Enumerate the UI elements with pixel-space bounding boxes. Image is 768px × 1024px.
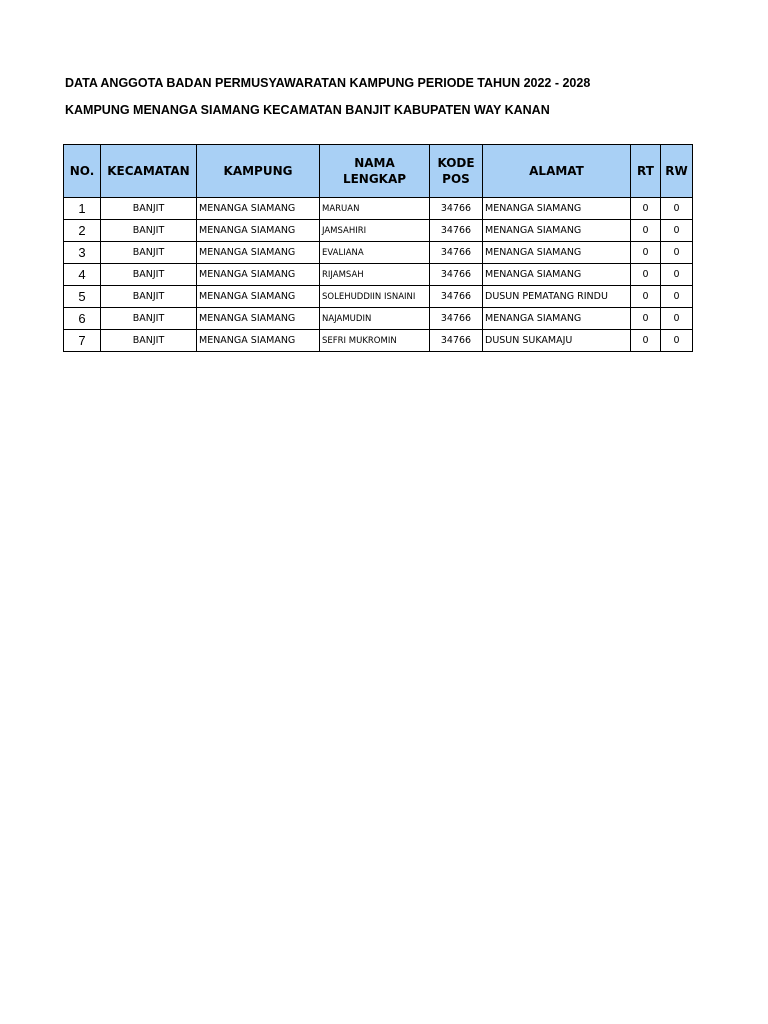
cell-alamat: MENANGA SIAMANG	[483, 198, 631, 220]
cell-kampung: MENANGA SIAMANG	[197, 198, 320, 220]
cell-alamat: MENANGA SIAMANG	[483, 264, 631, 286]
document-subtitle: KAMPUNG MENANGA SIAMANG KECAMATAN BANJIT KABUPATEN WAY KANAN	[65, 103, 550, 117]
table-row	[64, 242, 693, 264]
cell-nama-lengkap: NAJAMUDIN	[320, 308, 430, 330]
table-header-row	[64, 145, 693, 198]
header-nama-line-2: LENGKAP	[342, 172, 407, 186]
cell-kecamatan: BANJIT	[101, 264, 197, 286]
cell-kampung: MENANGA SIAMANG	[197, 220, 320, 242]
cell-rw: 0	[661, 330, 693, 352]
table-row	[64, 330, 693, 352]
cell-kode-pos: 34766	[430, 198, 483, 220]
cell-rt: 0	[631, 242, 661, 264]
cell-no: 2	[64, 220, 101, 242]
cell-alamat: DUSUN SUKAMAJU	[483, 330, 631, 352]
cell-kecamatan: BANJIT	[101, 330, 197, 352]
cell-alamat: DUSUN PEMATANG RINDU	[483, 286, 631, 308]
header-kecamatan: KECAMATAN	[101, 145, 197, 198]
cell-no: 3	[64, 242, 101, 264]
header-kampung: KAMPUNG	[197, 145, 320, 198]
cell-no: 4	[64, 264, 101, 286]
cell-alamat: MENANGA SIAMANG	[483, 220, 631, 242]
cell-kecamatan: BANJIT	[101, 220, 197, 242]
header-kode-pos	[430, 145, 483, 198]
header-no: NO.	[64, 145, 101, 198]
cell-kampung: MENANGA SIAMANG	[197, 264, 320, 286]
cell-rw: 0	[661, 220, 693, 242]
header-rw: RW	[661, 145, 693, 198]
cell-rw: 0	[661, 198, 693, 220]
cell-rw: 0	[661, 242, 693, 264]
table-row	[64, 264, 693, 286]
cell-rw: 0	[661, 308, 693, 330]
header-rt: RT	[631, 145, 661, 198]
cell-no: 6	[64, 308, 101, 330]
cell-kode-pos: 34766	[430, 330, 483, 352]
cell-kode-pos: 34766	[430, 220, 483, 242]
cell-rt: 0	[631, 198, 661, 220]
cell-nama-lengkap: JAMSAHIRI	[320, 220, 430, 242]
cell-nama-lengkap: SOLEHUDDIIN ISNAINI	[320, 286, 430, 308]
cell-nama-lengkap: SEFRI MUKROMIN	[320, 330, 430, 352]
cell-kampung: MENANGA SIAMANG	[197, 330, 320, 352]
cell-kode-pos: 34766	[430, 242, 483, 264]
header-kode-line-1: KODE	[437, 156, 475, 170]
table-row	[64, 220, 693, 242]
cell-nama-lengkap: MARUAN	[320, 198, 430, 220]
cell-kecamatan: BANJIT	[101, 286, 197, 308]
cell-kampung: MENANGA SIAMANG	[197, 308, 320, 330]
cell-kode-pos: 34766	[430, 264, 483, 286]
cell-kode-pos: 34766	[430, 308, 483, 330]
cell-rw: 0	[661, 286, 693, 308]
header-nama-lengkap	[320, 145, 430, 198]
cell-no: 5	[64, 286, 101, 308]
cell-kampung: MENANGA SIAMANG	[197, 242, 320, 264]
cell-rt: 0	[631, 330, 661, 352]
cell-rt: 0	[631, 308, 661, 330]
header-kode-line-2: POS	[442, 172, 470, 186]
cell-nama-lengkap: RIJAMSAH	[320, 264, 430, 286]
cell-kode-pos: 34766	[430, 286, 483, 308]
cell-kecamatan: BANJIT	[101, 308, 197, 330]
cell-kecamatan: BANJIT	[101, 198, 197, 220]
table-row	[64, 308, 693, 330]
member-table	[63, 144, 693, 352]
table-row	[64, 198, 693, 220]
cell-no: 7	[64, 330, 101, 352]
cell-rt: 0	[631, 220, 661, 242]
cell-nama-lengkap: EVALIANA	[320, 242, 430, 264]
document-title: DATA ANGGOTA BADAN PERMUSYAWARATAN KAMPUNG PERIODE TAHUN 2022 - 2028	[65, 76, 591, 90]
cell-alamat: MENANGA SIAMANG	[483, 308, 631, 330]
cell-kecamatan: BANJIT	[101, 242, 197, 264]
cell-no: 1	[64, 198, 101, 220]
cell-alamat: MENANGA SIAMANG	[483, 242, 631, 264]
cell-rt: 0	[631, 264, 661, 286]
cell-rt: 0	[631, 286, 661, 308]
cell-kampung: MENANGA SIAMANG	[197, 286, 320, 308]
cell-rw: 0	[661, 264, 693, 286]
header-alamat: ALAMAT	[483, 145, 631, 198]
header-nama-line-1: NAMA	[354, 156, 395, 170]
table-row	[64, 286, 693, 308]
